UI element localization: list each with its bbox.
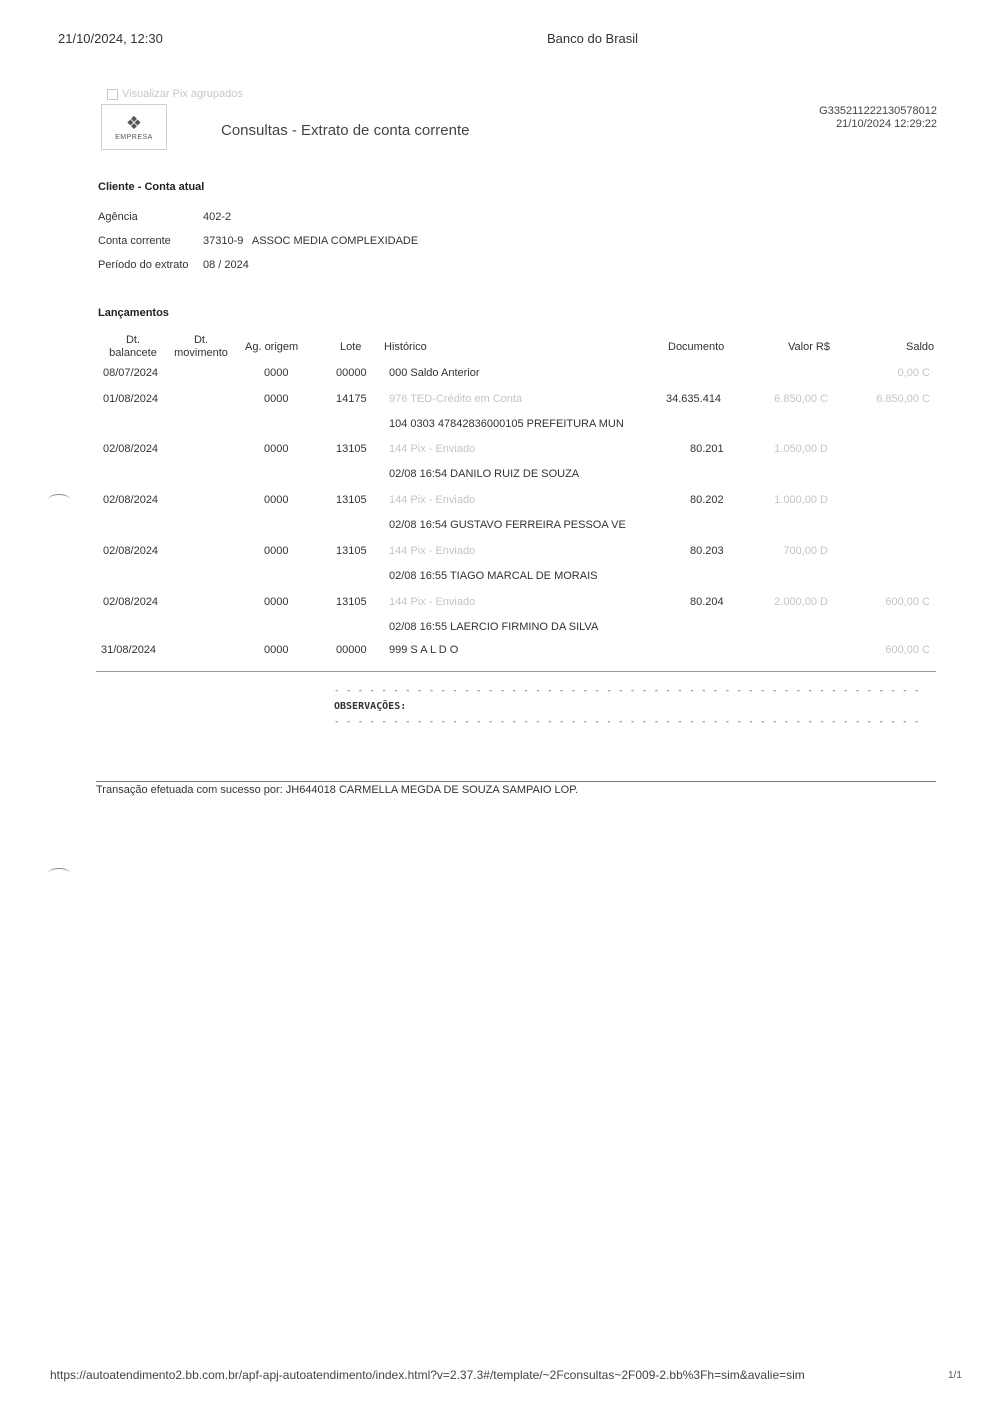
checkbox-icon[interactable] — [107, 89, 118, 100]
observacoes-dash-bottom: - - - - - - - - - - - - - - - - - - - - - - - - - - - - - - - - - - - - - - - - - - - - - - - - - - — [334, 717, 920, 727]
row-0-ag: 0000 — [264, 367, 289, 379]
row-4-documento: 80.203 — [690, 545, 724, 557]
row-6-lote: 00000 — [336, 644, 367, 656]
row-1-valor: 6.850,00 C — [774, 393, 828, 405]
row-0-lote: 00000 — [336, 367, 367, 379]
periodo-value: 08 / 2024 — [203, 259, 249, 271]
bb-logo-icon: ❖ — [125, 112, 143, 133]
row-2-valor: 1.050,00 D — [774, 443, 828, 455]
agencia-label: Agência — [98, 211, 138, 223]
transaction-success-note: Transação efetuada com sucesso por: JH644018 CARMELLA MEGDA DE SOUZA SAMPAIO LOP. — [96, 784, 579, 796]
row-5-detail: 02/08 16:55 LAERCIO FIRMINO DA SILVA — [389, 621, 599, 633]
row-4-valor: 700,00 D — [783, 545, 828, 557]
print-datetime: 21/10/2024, 12:30 — [58, 31, 163, 46]
lancamentos-title: Lançamentos — [98, 307, 169, 319]
row-1-historico: 976 TED-Crédito em Conta — [389, 393, 523, 405]
row-1-date: 01/08/2024 — [103, 393, 159, 405]
print-page-number: 1/1 — [948, 1370, 962, 1381]
logo-text: EMPRESA — [115, 133, 153, 141]
row-6-ag: 0000 — [264, 644, 289, 656]
checkbox-label: Visualizar Pix agrupados — [122, 88, 243, 100]
row-2-lote: 13105 — [336, 443, 367, 455]
transaction-info — [819, 105, 937, 131]
row-2-documento: 80.201 — [690, 443, 724, 455]
row-3-date: 02/08/2024 — [103, 494, 159, 506]
footer-divider — [96, 781, 936, 782]
visualizar-pix-checkbox[interactable] — [107, 88, 243, 100]
row-0-historico: 000 Saldo Anterior — [389, 367, 480, 379]
row-6-historico: 999 S A L D O — [389, 644, 459, 656]
row-5-lote: 13105 — [336, 596, 367, 608]
row-4-historico: 144 Pix - Enviado — [389, 545, 476, 557]
row-6-date: 31/08/2024 — [101, 644, 157, 656]
scan-mark-2 — [48, 868, 70, 879]
print-site-title: Banco do Brasil — [547, 31, 639, 46]
agencia-value: 402-2 — [203, 211, 232, 223]
header-lote: Lote — [340, 341, 362, 353]
row-1-documento: 34.635.414 — [666, 393, 722, 405]
page-title: Consultas - Extrato de conta corrente — [221, 122, 470, 139]
row-5-saldo: 600,00 C — [885, 596, 930, 608]
row-0-saldo: 0,00 C — [897, 367, 930, 379]
print-url: https://autoatendimento2.bb.com.br/apf-apj-autoatendimento/index.html?v=2.37.3#/template/~2Fconsultas~2F009-2.bb%3Fh=sim&avalie=sim — [50, 1368, 805, 1382]
header-dt-balancete-line1: Dt. — [125, 334, 141, 346]
periodo-label: Período do extrato — [98, 259, 189, 271]
row-2-date: 02/08/2024 — [103, 443, 159, 455]
header-historico: Histórico — [384, 341, 427, 353]
conta-label: Conta corrente — [98, 235, 171, 247]
header-documento: Documento — [668, 341, 725, 353]
header-dt-balancete — [104, 334, 162, 360]
header-dt-movimento — [168, 334, 234, 360]
row-1-saldo: 6.850,00 C — [876, 393, 930, 405]
row-1-ag: 0000 — [264, 393, 289, 405]
row-3-detail: 02/08 16:54 GUSTAVO FERREIRA PESSOA VE — [389, 519, 626, 531]
scan-mark-1 — [48, 494, 70, 505]
header-valor: Valor R$ — [788, 341, 830, 353]
row-5-ag: 0000 — [264, 596, 289, 608]
header-dt-movimento-line2: movimento — [174, 347, 228, 359]
transaction-code: G335211222130578012 — [819, 105, 937, 117]
row-3-lote: 13105 — [336, 494, 367, 506]
observacoes-dash-top: - - - - - - - - - - - - - - - - - - - - - - - - - - - - - - - - - - - - - - - - - - - - - - - - - - — [334, 686, 920, 696]
row-5-date: 02/08/2024 — [103, 596, 159, 608]
client-section-title: Cliente - Conta atual — [98, 181, 205, 193]
row-3-ag: 0000 — [264, 494, 289, 506]
row-4-ag: 0000 — [264, 545, 289, 557]
row-6-saldo: 600,00 C — [885, 644, 930, 656]
row-3-documento: 80.202 — [690, 494, 724, 506]
bb-empresa-logo — [101, 104, 167, 150]
header-dt-movimento-line1: Dt. — [193, 334, 209, 346]
row-3-historico: 144 Pix - Enviado — [389, 494, 476, 506]
row-4-lote: 13105 — [336, 545, 367, 557]
row-0-date: 08/07/2024 — [103, 367, 159, 379]
header-dt-balancete-line2: balancete — [109, 347, 157, 359]
row-1-lote: 14175 — [336, 393, 367, 405]
transaction-datetime: 21/10/2024 12:29:22 — [836, 118, 937, 130]
row-2-ag: 0000 — [264, 443, 289, 455]
header-saldo: Saldo — [906, 341, 935, 353]
observacoes-label: OBSERVAÇÕES: — [334, 701, 407, 712]
row-5-valor: 2.000,00 D — [774, 596, 828, 608]
row-5-historico: 144 Pix - Enviado — [389, 596, 476, 608]
row-2-detail: 02/08 16:54 DANILO RUIZ DE SOUZA — [389, 468, 580, 480]
row-4-detail: 02/08 16:55 TIAGO MARCAL DE MORAIS — [389, 570, 598, 582]
row-1-detail: 104 0303 47842836000105 PREFEITURA MUN — [389, 418, 624, 430]
row-5-documento: 80.204 — [690, 596, 724, 608]
row-4-date: 02/08/2024 — [103, 545, 159, 557]
table-bottom-divider — [96, 671, 936, 672]
row-3-valor: 1.000,00 D — [774, 494, 828, 506]
conta-value: 37310-9 ASSOC MEDIA COMPLEXIDADE — [203, 235, 419, 247]
header-ag-origem: Ag. origem — [245, 341, 299, 353]
row-2-historico: 144 Pix - Enviado — [389, 443, 476, 455]
